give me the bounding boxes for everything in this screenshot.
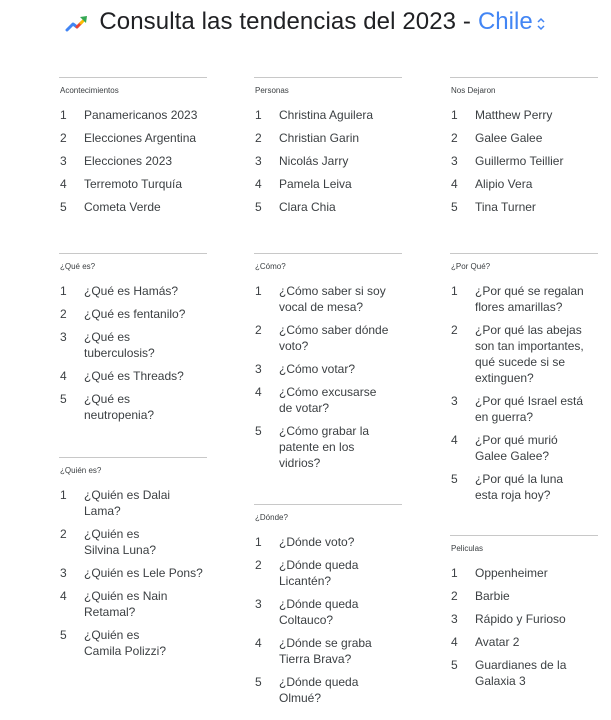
trend-text[interactable]: Alipio Vera [475, 177, 533, 191]
rank: 4 [60, 369, 67, 383]
trend-list [255, 107, 403, 215]
trend-text[interactable]: Matthew Perry [475, 108, 553, 122]
list-item[interactable] [451, 432, 599, 464]
rank: 5 [60, 628, 67, 642]
list-item[interactable] [60, 130, 208, 146]
list-item[interactable] [60, 526, 208, 558]
list-item[interactable] [255, 674, 403, 706]
section-divider [59, 77, 207, 78]
trend-text[interactable]: ¿Cómo votar? [279, 362, 356, 376]
trend-text[interactable]: Clara Chia [279, 200, 336, 214]
section-donde [255, 504, 403, 713]
list-item[interactable] [451, 565, 599, 581]
rank: 3 [255, 597, 262, 611]
trend-text[interactable]: ¿Por qué las abejas son tan importantes, qué sucede si se extinguen? [475, 323, 584, 385]
section-divider [450, 535, 598, 536]
trend-text[interactable]: Elecciones Argentina [84, 131, 197, 145]
rank: 5 [451, 200, 458, 214]
list-item[interactable] [255, 107, 403, 123]
section-por-que [451, 253, 599, 510]
list-item[interactable] [60, 176, 208, 192]
list-item[interactable] [255, 384, 403, 416]
rank: 2 [451, 589, 458, 603]
trend-text[interactable]: Galee Galee [475, 131, 543, 145]
list-item[interactable] [60, 283, 208, 299]
rank: 3 [451, 154, 458, 168]
list-item[interactable] [451, 176, 599, 192]
rank: 3 [60, 566, 67, 580]
rank: 4 [451, 177, 458, 191]
section-como [255, 253, 403, 478]
rank: 5 [255, 424, 262, 438]
trend-text[interactable]: Guillermo Teillier [475, 154, 564, 168]
trend-text[interactable]: ¿Cómo grabar la patente en los vidrios? [279, 424, 370, 470]
trend-list [255, 534, 403, 706]
section-acontecimientos [60, 77, 208, 222]
section-title: ¿Qué es? [60, 262, 96, 271]
page-header [0, 4, 611, 40]
list-item[interactable] [255, 322, 403, 354]
trend-text[interactable]: Christina Aguilera [279, 108, 374, 122]
section-divider [59, 457, 207, 458]
list-item[interactable] [60, 627, 208, 659]
section-divider [254, 504, 402, 505]
section-divider [254, 253, 402, 254]
trend-text[interactable]: Cometa Verde [84, 200, 161, 214]
list-item[interactable] [255, 130, 403, 146]
trend-text[interactable]: Panamericanos 2023 [84, 108, 198, 122]
list-item[interactable] [451, 283, 599, 315]
trend-text[interactable]: ¿Dónde queda Licantén? [279, 558, 359, 588]
rank: 2 [60, 131, 67, 145]
rank: 5 [255, 675, 262, 689]
section-title: ¿Por Qué? [451, 262, 491, 271]
trend-text[interactable]: ¿Por qué Israel está en guerra? [475, 394, 584, 424]
rank: 4 [255, 385, 262, 399]
rank: 2 [255, 131, 262, 145]
trend-text[interactable]: ¿Quién es Camila Polizzi? [84, 628, 167, 658]
list-item[interactable] [255, 596, 403, 628]
rank: 4 [255, 636, 262, 650]
rank: 1 [451, 284, 458, 298]
section-divider [254, 77, 402, 78]
list-item[interactable] [451, 611, 599, 627]
trend-list [451, 565, 599, 689]
list-item[interactable] [60, 199, 208, 215]
trend-text[interactable]: Guardianes de la Galaxia 3 [475, 658, 567, 688]
rank: 4 [451, 635, 458, 649]
section-title: Personas [255, 86, 289, 95]
trend-text[interactable]: Terremoto Turquía [84, 177, 183, 191]
list-item[interactable] [255, 557, 403, 589]
list-item[interactable] [451, 634, 599, 650]
list-item[interactable] [255, 176, 403, 192]
list-item[interactable] [60, 153, 208, 169]
rank: 1 [451, 108, 458, 122]
trend-text[interactable]: ¿Quién es Lele Pons? [84, 566, 203, 580]
trend-text[interactable]: ¿Por qué se regalan flores amarillas? [475, 284, 584, 314]
list-item[interactable] [255, 153, 403, 169]
rank: 1 [60, 284, 67, 298]
trending-up-icon [65, 13, 89, 33]
rank: 1 [255, 108, 262, 122]
section-title: Nos Dejaron [451, 86, 496, 95]
list-item[interactable] [451, 588, 599, 604]
section-peliculas [451, 535, 599, 696]
rank: 4 [60, 589, 67, 603]
rank: 2 [255, 323, 262, 337]
rank: 3 [451, 394, 458, 408]
rank: 1 [451, 566, 458, 580]
trend-text[interactable]: ¿Quién es Dalai Lama? [84, 488, 171, 518]
list-item[interactable] [451, 130, 599, 146]
trend-list [60, 487, 208, 659]
trend-text[interactable]: ¿Cómo saber si soy vocal de mesa? [279, 284, 386, 314]
list-item[interactable] [451, 657, 599, 689]
page-title: Consulta las tendencias del 2023 - [99, 8, 471, 35]
list-item[interactable] [255, 199, 403, 215]
trend-list [60, 107, 208, 215]
trend-text[interactable]: ¿Cómo saber dónde voto? [279, 323, 389, 353]
trend-text[interactable]: ¿Qué es Threads? [84, 369, 184, 383]
trend-text[interactable]: ¿Dónde se graba Tierra Brava? [279, 636, 372, 666]
rank: 3 [255, 362, 262, 376]
rank: 3 [451, 612, 458, 626]
section-title: Acontecimientos [60, 86, 119, 95]
trend-text[interactable]: Rápido y Furioso [475, 612, 566, 626]
rank: 2 [60, 527, 67, 541]
rank: 5 [451, 472, 458, 486]
rank: 5 [451, 658, 458, 672]
list-item[interactable] [255, 534, 403, 550]
trend-text[interactable]: ¿Por qué murió Galee Galee? [475, 433, 558, 463]
trend-text[interactable]: ¿Dónde voto? [279, 535, 355, 549]
rank: 5 [60, 392, 67, 406]
rank: 1 [60, 488, 67, 502]
section-title: ¿Quién es? [60, 466, 102, 475]
section-title: Peliculas [451, 544, 484, 553]
trend-text[interactable]: ¿Qué es fentanilo? [84, 307, 186, 321]
section-quien-es [60, 457, 208, 666]
trend-text[interactable]: Oppenheimer [475, 566, 548, 580]
section-personas [255, 77, 403, 222]
trend-list [60, 283, 208, 423]
section-divider [450, 77, 598, 78]
rank: 5 [60, 200, 67, 214]
rank: 4 [60, 177, 67, 191]
list-item[interactable] [255, 635, 403, 667]
list-item[interactable] [60, 391, 208, 423]
rank: 5 [255, 200, 262, 214]
rank: 1 [60, 108, 67, 122]
section-divider [59, 253, 207, 254]
trend-list [451, 107, 599, 215]
country-label[interactable]: Chile [477, 8, 533, 35]
rank: 2 [255, 558, 262, 572]
list-item[interactable] [60, 487, 208, 519]
list-item[interactable] [451, 393, 599, 425]
rank: 2 [451, 131, 458, 145]
list-item[interactable] [60, 329, 208, 361]
trend-text[interactable]: ¿Qué es Hamás? [84, 284, 179, 298]
trend-text[interactable]: Elecciones 2023 [84, 154, 173, 168]
list-item[interactable] [60, 588, 208, 620]
rank: 3 [255, 154, 262, 168]
trend-text[interactable]: ¿Qué es tuberculosis? [84, 330, 155, 360]
trend-text[interactable]: ¿Cómo excusarse de votar? [279, 385, 377, 415]
trend-text[interactable]: Barbie [475, 589, 510, 603]
list-item[interactable] [255, 423, 403, 471]
trend-text[interactable]: ¿Dónde queda Coltauco? [279, 597, 359, 627]
list-item[interactable] [451, 199, 599, 215]
rank: 3 [60, 154, 67, 168]
rank: 4 [451, 433, 458, 447]
section-title: ¿Dónde? [255, 513, 288, 522]
section-title: ¿Cómo? [255, 262, 286, 271]
list-item[interactable] [255, 361, 403, 377]
trend-text[interactable]: ¿Quién es Nain Retamal? [84, 589, 168, 619]
list-item[interactable] [451, 322, 599, 386]
trend-text[interactable]: ¿Qué es neutropenia? [84, 392, 155, 422]
list-item[interactable] [451, 107, 599, 123]
trend-text[interactable]: Tina Turner [475, 200, 536, 214]
trend-text[interactable]: Pamela Leiva [279, 177, 352, 191]
country-selector[interactable] [478, 8, 546, 36]
rank: 2 [451, 323, 458, 337]
section-divider [450, 253, 598, 254]
rank: 4 [255, 177, 262, 191]
section-nos-dejaron [451, 77, 599, 222]
section-que-es [60, 253, 208, 430]
trend-text[interactable]: Nicolás Jarry [279, 154, 349, 168]
list-item[interactable] [451, 153, 599, 169]
trend-text[interactable]: Christian Garin [279, 131, 360, 145]
trend-list [451, 283, 599, 503]
list-item[interactable] [255, 283, 403, 315]
list-item[interactable] [60, 107, 208, 123]
list-item[interactable] [60, 306, 208, 322]
trend-text[interactable]: ¿Por qué la luna esta roja hoy? [475, 472, 564, 502]
trend-text[interactable]: Avatar 2 [475, 635, 520, 649]
list-item[interactable] [451, 471, 599, 503]
trend-text[interactable]: ¿Quién es Silvina Luna? [84, 527, 157, 557]
trend-text[interactable]: ¿Dónde queda Olmué? [279, 675, 359, 705]
list-item[interactable] [60, 368, 208, 384]
rank: 3 [60, 330, 67, 344]
trend-list [255, 283, 403, 471]
rank: 1 [255, 284, 262, 298]
rank: 2 [60, 307, 67, 321]
sort-updown-icon[interactable] [536, 17, 546, 31]
list-item[interactable] [60, 565, 208, 581]
rank: 1 [255, 535, 262, 549]
